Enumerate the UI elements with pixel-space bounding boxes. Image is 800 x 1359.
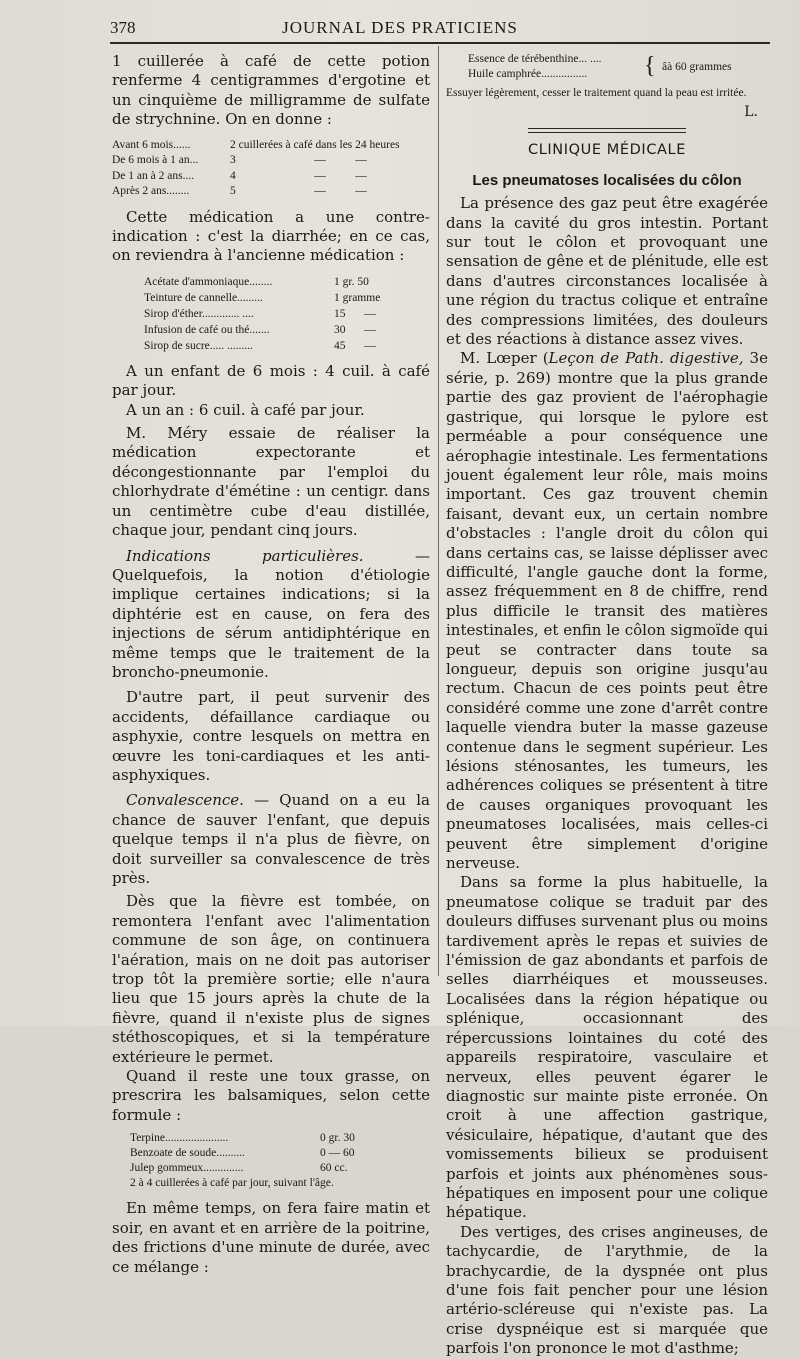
- dosage-age: De 6 mois à 1 an...: [112, 154, 199, 167]
- dosage-qty: 4: [230, 169, 236, 182]
- paragraph: La présence des gaz peut être exagérée dans la cavité du gros intestin. Portant sur tout le côlon et provoquant une sensation de gêne et de plénitude, elle est dans d'autres circonstances localisée à une région du tractus colique et entraîne des compressions limitées, des douleurs et des réactions à distance assez vives.: [446, 194, 768, 349]
- rx-item: Sirop de sucre..... .........: [144, 339, 253, 352]
- dosage-age: Après 2 ans........: [112, 185, 190, 198]
- paragraph: En même temps, on fera faire matin et soir, en avant et en arrière de la poitrine, des frictions d'une minute de durée, avec ce mélange :: [112, 1199, 430, 1276]
- paragraph-text: — Quelquefois, la notion d'étiologie implique certaines indications; si la diphtérie est en cause, on fera des injections de sérum antidiphtérique en même temps que le traitement de la broncho-pneumonie.: [112, 546, 430, 681]
- signature: L.: [744, 104, 758, 120]
- paragraph: Cette médication a une contre-indication : c'est la diarrhée; en ce cas, on reviendra à l'ancienne médication :: [112, 207, 430, 265]
- dosage-row: [112, 138, 430, 154]
- dosage-ditto: —: [355, 169, 367, 182]
- rx-item: Benzoate de soude..........: [130, 1147, 245, 1160]
- mixture-item: Huile camphrée................: [468, 68, 588, 80]
- prescription-row: [144, 322, 430, 338]
- friction-mixture: [468, 52, 768, 82]
- rx-unit: [394, 290, 414, 306]
- rx-unit: —: [364, 339, 376, 352]
- prescription-row: [130, 1131, 430, 1146]
- prescription-row: [130, 1161, 430, 1176]
- mixture-note: Essuyer légèrement, cesser le traitement quand la peau est irritée.: [446, 87, 747, 99]
- paragraph: A un enfant de 6 mois : 4 cuil. à café par jour.: [112, 361, 430, 400]
- paragraph-text: M. Lœper (: [460, 349, 549, 368]
- prescription-row: [144, 274, 430, 290]
- prescription-1: [144, 274, 430, 354]
- dosage-age: De 1 an à 2 ans....: [112, 169, 195, 182]
- rx-item: Sirop d'éther............. ....: [144, 307, 254, 320]
- paragraph: Dès que la fièvre est tombée, on remontera l'enfant avec l'alimentation commune de son âge, on continuera l'aération, mais on ne doit pas autoriser trop tôt la première sortie; elle n'aura lieu que 15 jours après la chute de la fièvre, quand il n'existe plus de signes stéthoscopiques, et si la température extérieure le permet.: [112, 892, 430, 1066]
- dosage-row: [112, 153, 430, 169]
- dosage-row: [112, 184, 430, 200]
- paragraph: [112, 791, 430, 888]
- rx-qty: 60 cc.: [320, 1162, 348, 1175]
- header-rule: [110, 42, 770, 44]
- rx-qty: 30: [334, 323, 346, 336]
- dosage-ditto: —: [314, 154, 326, 167]
- section-rule: [528, 128, 686, 133]
- rx-qty: 45: [334, 339, 346, 352]
- dosage-row: [112, 169, 430, 185]
- subheading: Convalescence.: [126, 791, 244, 810]
- journal-title: JOURNAL DES PRATICIENS: [282, 18, 518, 37]
- prescription-row: [130, 1146, 430, 1161]
- paragraph: A un an : 6 cuil. à café par jour.: [126, 400, 365, 419]
- paragraph-text: 3e série, p. 269) montre que la plus grande partie des gaz provient de l'aérophagie gastrique, qui lorsque le pylore est perméable a pour conséquence une aérophagie intestinale. Les fermentations jouent également leur rôle, mais moins important. Ces gaz trouvent chemin faisant, devant eux, un certain nombre d'obstacles : l'angle droit du côlon qui dans certains cas, se laisse déplisser avec difficulté, l'angle gauche dont la forme, assez fréquemment en 8 de chiffre, rend plus difficile le transit des matières intestinales, et enfin le côlon sigmoïde qui peut se contracter dans toute sa longueur, depuis son origine jusqu'au rectum. Chacun de ces points peut être considéré comme une zone d'arrêt contre laquelle viendra buter la masse gazeuse contenue dans le segment supérieur. Les lésions sténosantes, les tumeurs, les adhérences coliques se présentent à titre de causes organiques provoquant les pneumatoses localisées, mais celles-ci peuvent être simplement d'origine nerveuse.: [446, 349, 768, 873]
- page-header: [0, 0, 800, 44]
- paragraph: [446, 349, 768, 873]
- prescription-row: [144, 290, 430, 306]
- rx-item: Acétate d'ammoniaque........: [144, 275, 273, 288]
- brace-glyph: {: [644, 53, 656, 79]
- paragraph: [112, 547, 430, 683]
- paragraph: 1 cuillerée à café de cette potion renferme 4 centigrammes d'ergotine et un cinquième de milligramme de sulfate de strychnine. On en donne :: [112, 52, 430, 129]
- rx-item: Infusion de café ou thé.......: [144, 323, 270, 336]
- dosage-qty: 3: [230, 154, 236, 167]
- article-title: Les pneumatoses localisées du côlon: [472, 171, 742, 189]
- dosage-ditto: —: [314, 169, 326, 182]
- rx-qty: 15: [334, 307, 346, 320]
- rx-unit: —: [364, 307, 376, 320]
- paragraph: Quand il reste une toux grasse, on prescrira les balsamiques, selon cette formule :: [112, 1067, 430, 1124]
- prescription-row: [144, 306, 430, 322]
- dosage-age: Avant 6 mois......: [112, 138, 191, 151]
- paragraph: D'autre part, il peut survenir des accidents, défaillance cardiaque ou asphyxie, contre lesquels on mettra en œuvre les toni-cardiaques et les anti-asphyxiques.: [112, 688, 430, 784]
- rx-qty: 0 — 60: [320, 1147, 355, 1160]
- column-divider: [438, 46, 439, 976]
- dosage-ditto: —: [314, 185, 326, 198]
- rx-unit: —: [364, 323, 376, 336]
- rx-qty: 0 gr. 30: [320, 1132, 355, 1145]
- prescription-row: [144, 338, 430, 354]
- rx-item: Julep gommeux..............: [130, 1162, 244, 1175]
- left-column: [112, 52, 430, 1277]
- paragraph: Dans sa forme la plus habituelle, la pneumatose colique se traduit par des douleurs diffuses survenant plus ou moins tardivement après le repas et suivies de l'émission de gaz abondants et parfois de selles diarrhéiques et mousseuses. Localisées dans la région hépatique ou splénique, occasionnant des répercussions lointaines du coté des appareils respiratoire, vasculaire et nerveux, elles peuvent égarer le diagnostic sur mainte piste erronée. On croit à une affection gastrique, vésiculaire, hépatique, d'autant que des vomissements bilieux se produisent parfois et joints aux phénomènes sous-hépatiques en imposent pour une colique hépatique.: [446, 873, 768, 1222]
- page-number: 378: [110, 18, 136, 37]
- mixture-qty: âà 60 grammes: [662, 61, 732, 73]
- paragraph: Des vertiges, des crises angineuses, de tachycardie, de l'arythmie, de la brachycardie, de la dyspnée ont plus d'une fois fait pencher pour une lésion artério-scléreuse qui n'existe pas. La crise dyspnéique est si marquée que parfois l'on prononce le mot d'asthme;: [446, 1222, 768, 1358]
- prescription-note: 2 à 4 cuillerées à café par jour, suivant l'âge.: [130, 1177, 334, 1190]
- paragraph-text: — Quand on a eu la chance de sauver l'enfant, que depuis quelque temps il n'a plus de fièvre, on doit surveiller sa convalescence de très près.: [112, 791, 430, 887]
- rx-qty: 1 gr. 50: [334, 275, 369, 288]
- section-title: CLINIQUE MÉDICALE: [528, 142, 686, 159]
- rx-item: Teinture de cannelle.........: [144, 291, 263, 304]
- dosage-qty: 2 cuillerées à café dans les 24 heures: [230, 138, 400, 151]
- prescription-2: [130, 1131, 430, 1191]
- dosage-qty: 5: [230, 185, 236, 198]
- rx-item: Terpine......................: [130, 1132, 229, 1145]
- citation: Leçon de Path. digestive,: [548, 349, 744, 368]
- paragraph: M. Méry essaie de réaliser la médication expectorante et décongestionnante par l'emploi du chlorhydrate d'émétine : un centigr. dans un centimètre cube d'eau distillée, chaque jour, pendant cinq jours.: [112, 424, 430, 540]
- dosage-table: [112, 138, 430, 200]
- subheading: Indications particulières.: [126, 546, 364, 565]
- dosage-ditto: —: [355, 154, 367, 167]
- rx-qty: 1 gramme: [334, 291, 381, 304]
- mixture-item: Essence de térébenthine... ....: [468, 53, 602, 65]
- dosage-ditto: —: [355, 185, 367, 198]
- right-column: [446, 52, 768, 1359]
- rx-unit: [394, 274, 414, 290]
